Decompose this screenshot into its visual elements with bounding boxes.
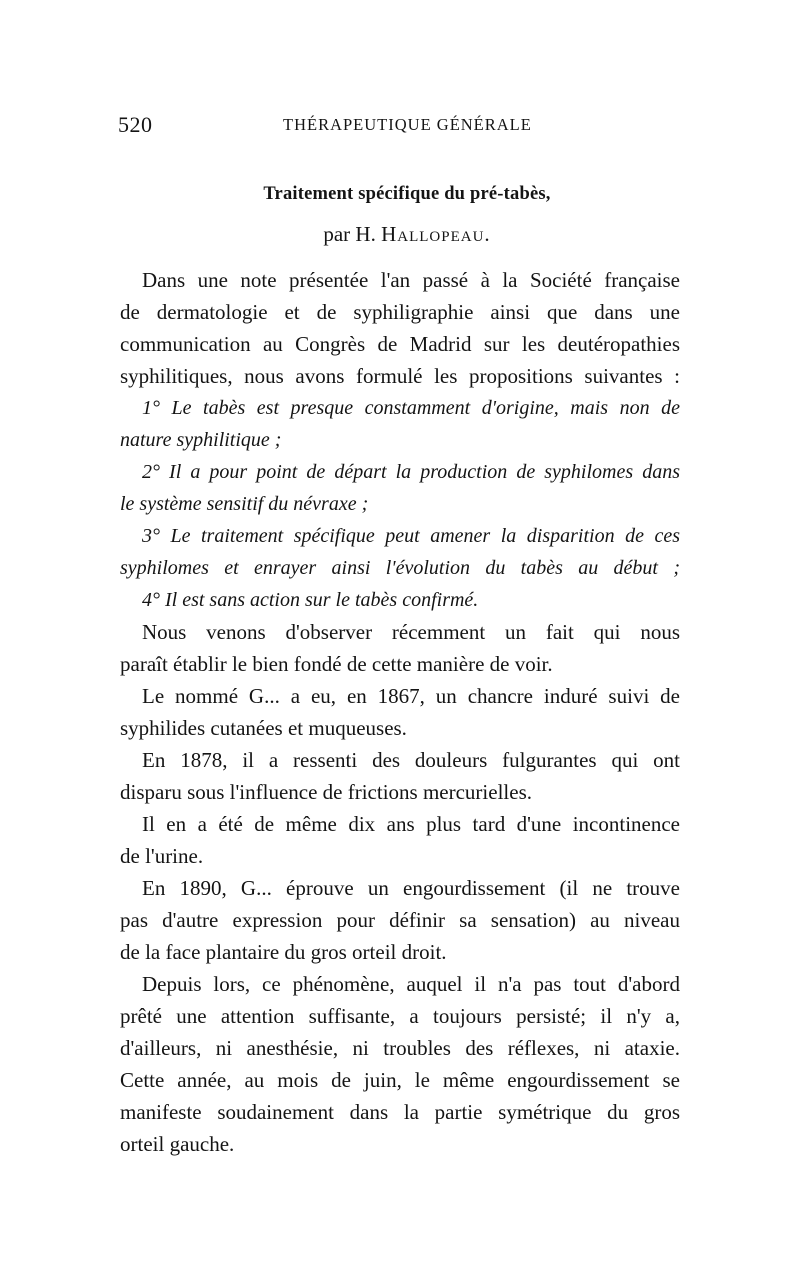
text-line: Dans une note présentée l'an passé à la Société française bbox=[142, 268, 680, 292]
proposition-line: nature syphilitique ; bbox=[120, 429, 282, 451]
proposition-line: 4° Il est sans action sur le tabès confirmé. bbox=[142, 589, 479, 611]
text-line: Nous venons d'observer récemment un fait qui nous bbox=[142, 620, 680, 644]
body-text bbox=[120, 264, 680, 1160]
text-line: En 1890, G... éprouve un engourdissement (il ne trouve bbox=[142, 876, 680, 900]
text-line: de la face plantaire du gros orteil droit. bbox=[120, 940, 447, 964]
text-line: syphilitiques, nous avons formulé les propositions suivantes : bbox=[120, 364, 680, 388]
proposition-line: syphilomes et enrayer ainsi l'évolution du tabès au début ; bbox=[120, 557, 680, 579]
text-line: de l'urine. bbox=[120, 844, 204, 868]
text-line: de dermatologie et de syphiligraphie ainsi que dans une bbox=[120, 300, 680, 324]
text-line: paraît établir le bien fondé de cette manière de voir. bbox=[120, 652, 553, 676]
author-name: Hallopeau. bbox=[381, 222, 491, 246]
text-line: Le nommé G... a eu, en 1867, un chancre induré suivi de bbox=[142, 684, 680, 708]
text-line: pas d'autre expression pour définir sa sensation) au niveau bbox=[120, 908, 680, 932]
text-line: Depuis lors, ce phénomène, auquel il n'a pas tout d'abord bbox=[142, 972, 680, 996]
running-title: THÉRAPEUTIQUE GÉNÉRALE bbox=[283, 115, 532, 134]
text-line: communication au Congrès de Madrid sur les deutéropathies bbox=[120, 332, 680, 356]
text-line: En 1878, il a ressenti des douleurs fulgurantes qui ont bbox=[142, 748, 680, 772]
text-line: prêté une attention suffisante, a toujours persisté; il n'y a, bbox=[120, 1004, 680, 1028]
byline bbox=[0, 222, 800, 247]
text-line: orteil gauche. bbox=[120, 1132, 235, 1156]
proposition-line: 2° Il a pour point de départ la production de syphilomes dans bbox=[142, 461, 680, 483]
running-head bbox=[118, 112, 680, 142]
proposition-line: 1° Le tabès est presque constamment d'origine, mais non de bbox=[142, 397, 680, 419]
article-title: Traitement spécifique du pré-tabès, bbox=[263, 184, 551, 204]
text-line: Cette année, au mois de juin, le même engourdissement se bbox=[120, 1068, 680, 1092]
proposition-line: le système sensitif du névraxe ; bbox=[120, 493, 369, 515]
text-line: d'ailleurs, ni anesthésie, ni troubles des réflexes, ni ataxie. bbox=[120, 1036, 680, 1060]
proposition-line: 3° Le traitement spécifique peut amener la disparition de ces bbox=[142, 525, 680, 547]
byline-prefix: par H. bbox=[323, 222, 376, 246]
text-line: disparu sous l'influence de frictions mercurielles. bbox=[120, 780, 532, 804]
text-line: syphilides cutanées et muqueuses. bbox=[120, 716, 407, 740]
page-number: 520 bbox=[118, 112, 153, 137]
text-line: manifeste soudainement dans la partie symétrique du gros bbox=[120, 1100, 680, 1124]
text-line: Il en a été de même dix ans plus tard d'une incontinence bbox=[142, 812, 680, 836]
